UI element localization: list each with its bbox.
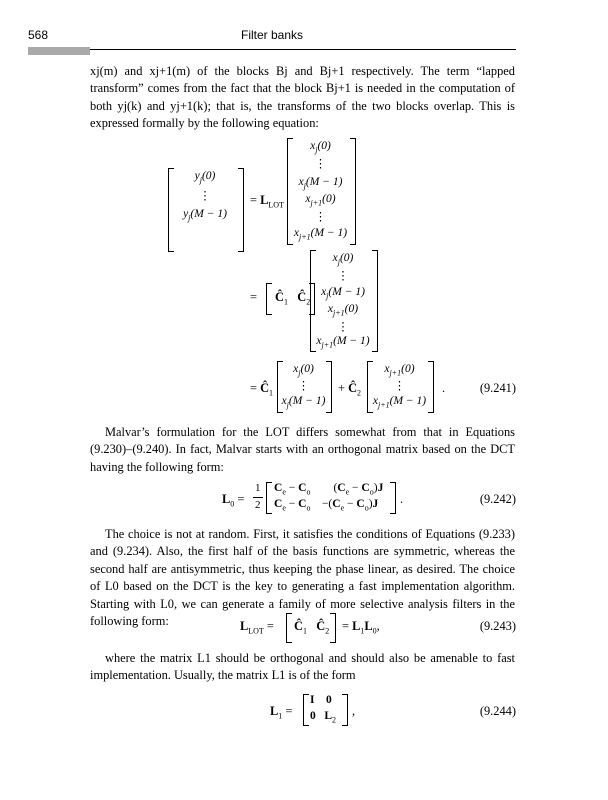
equation-9-241: $y_j(0)$ ⋮ $y_j(M - 1)$ = $L_{LOT}$ $x_j(0)$ ⋮ $x_j(M - 1)$ $x_{j+1}(0)$ ⋮ $x_{j+1}(M - 1)$ = $Ĉ_1$ $Ĉ_2$ $x_j(0)$ ⋮ $x_j(M - 1)$ $x_{j+1}(0)$ ⋮ $x_{j+1}(M - 1)$ = $Ĉ_1$ $x_j(0)$ ⋮ $x_j(M - 1)$ + $Ĉ_2$ $x_{j+1}(0)$ ⋮ $x_{j+1}(M - 1)$ . (9.241) (90, 138, 516, 420)
paragraph-3: The choice is not at random. First, it satisfies the conditions of Equations (9.233) and (9.234). Also, the first half of the basis functions are symmetric, whereas the second half are antisymmetric, thus keeping the phase linear, as desired. The choice of L0 based on the DCT is the key to generating a fast implementation algorithm. Starting with L0, we can generate a family of more selective analysis filters in the following form: (90, 527, 515, 629)
equation-number-9-242: (9.242) (479, 492, 516, 506)
equation-9-242: $L_0$ = 1 2 $C_e - C_o$ $(C_e - C_o)J$ $C_e - C_o$ $-(C_e - C_o)J$ . (9.242) (222, 482, 516, 513)
running-title: Filter banks (240, 28, 304, 42)
paragraph-1: xj(m) and xj+1(m) of the blocks Bj and Bj+1 respectively. The term “lapped transform” comes from the fact that the block Bj+1 is needed in the computation of both yj(k) and yj+1(k); that is, the transforms of the two blocks overlap. This is expressed formally by the following equation: (90, 64, 515, 131)
header-rule (90, 49, 516, 50)
equation-9-244: $L_1$ = I 0 0 $L_2$ , (9.244) (270, 694, 516, 725)
header-bar (28, 47, 90, 55)
paragraph-4: where the matrix L1 should be orthogonal and should also be amenable to fast implementation. Usually, the matrix L1 is of the form (90, 651, 515, 683)
equation-number-9-241: (9.241) (479, 381, 516, 395)
page-number: 568 (28, 28, 49, 42)
equation-number-9-244: (9.244) (479, 704, 516, 718)
equation-9-243: $L_{LOT}$ = $Ĉ_1$ $Ĉ_2$ = $L_1L_0$, (9.243) (90, 613, 516, 643)
equation-number-9-243: (9.243) (479, 619, 516, 633)
paragraph-2: Malvar’s formulation for the LOT differs somewhat from that in Equations (9.230)–(9.240). In fact, Malvar starts with an orthogonal matrix based on the DCT having the following form: (90, 425, 515, 474)
page-header (28, 28, 516, 50)
